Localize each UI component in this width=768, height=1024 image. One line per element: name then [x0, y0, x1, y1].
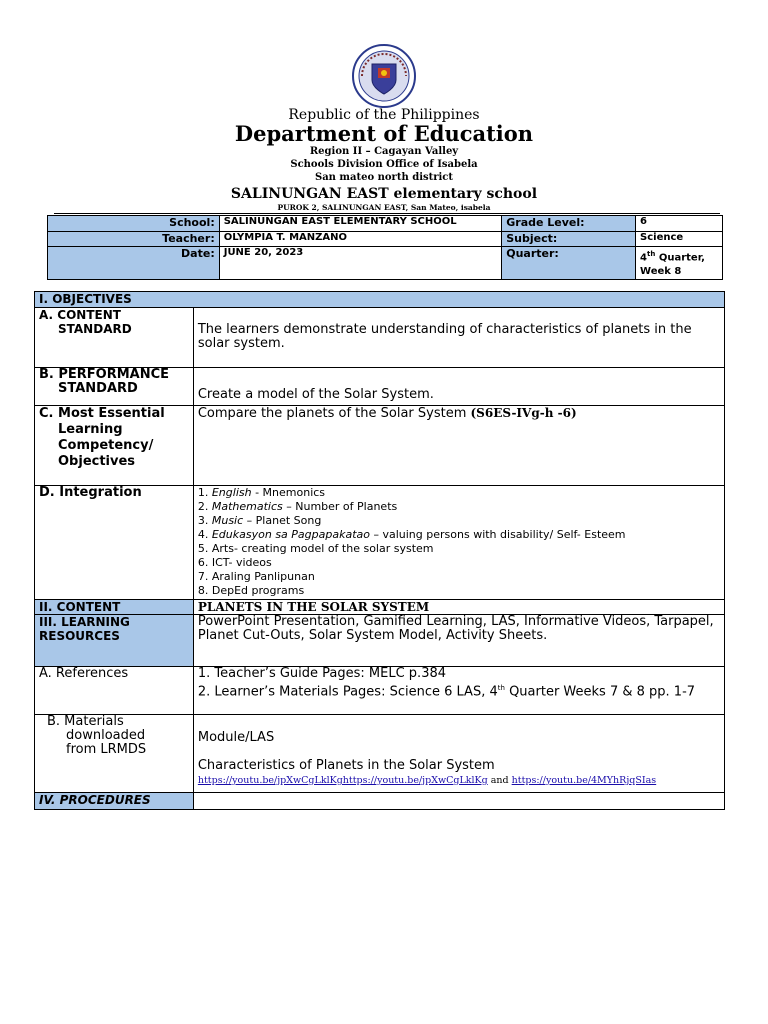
lesson-plan-table — [34, 291, 725, 810]
district-line: San mateo north district — [314, 172, 454, 183]
quarter-label: Quarter: — [502, 247, 636, 280]
header-divider — [54, 213, 720, 214]
department-title: Department of Education — [234, 121, 534, 146]
performance-standard-text: Create a model of the Solar System. — [193, 368, 724, 406]
grade-value: 6 — [636, 216, 723, 232]
integration-item: 6. ICT- videos — [197, 556, 272, 569]
video-link-1[interactable]: https://youtu.be/jpXwCgLklKghttps://youtu.be/jpXwCgLklKg — [197, 775, 488, 786]
integration-item: 4. Edukasyon sa Pagpapakatao – valuing persons with disability/ Self- Esteem — [197, 528, 626, 541]
objectives-heading: I. OBJECTIVES — [35, 292, 725, 308]
integration-item: 7. Araling Panlipunan — [197, 570, 315, 583]
school-value: SALINUNGAN EAST ELEMENTARY SCHOOL — [219, 216, 502, 232]
teacher-value: OLYMPIA T. MANZANO — [219, 232, 502, 247]
learning-resources-heading: III. LEARNING RESOURCES — [35, 615, 194, 667]
republic-line: Republic of the Philippines — [288, 107, 480, 123]
performance-standard-label: B. PERFORMANCE STANDARD — [35, 368, 194, 406]
integration-list — [193, 486, 724, 600]
date-label: Date: — [48, 247, 220, 280]
teacher-label: Teacher: — [48, 232, 220, 247]
video-link-2[interactable]: https://youtu.be/4MYhRjqSIas — [511, 775, 657, 786]
content-standard-text: The learners demonstrate understanding of characteristics of planets in the solar system. — [193, 308, 724, 368]
content-value: PLANETS IN THE SOLAR SYSTEM — [193, 600, 724, 615]
region-line: Region II – Cagayan Valley — [309, 146, 459, 157]
subject-label: Subject: — [502, 232, 636, 247]
melc-text: Compare the planets of the Solar System (S6ES-IVg-h -6) — [193, 406, 724, 486]
quarter-value: 4th Quarter, Week 8 — [636, 247, 723, 280]
integration-item: 5. Arts- creating model of the solar system — [197, 542, 434, 555]
content-standard-label: A. CONTENT STANDARD — [35, 308, 194, 368]
melc-label: C. Most Essential Learning Competency/ Objectives — [35, 406, 194, 486]
learning-resources-value: PowerPoint Presentation, Gamified Learning, LAS, Informative Videos, Tarpapel, Planet Cut-Outs, Solar System Model, Activity Sheets. — [193, 615, 724, 667]
integration-label: D. Integration — [35, 486, 194, 600]
integration-item: 1. English - Mnemonics — [197, 486, 326, 499]
procedures-heading: IV. PROCEDURES — [35, 793, 194, 810]
school-address: PUROK 2, SALINUNGAN EAST, San Mateo, isabela — [277, 203, 491, 212]
subject-value: Science — [636, 232, 723, 247]
integration-item: 8. DepEd programs — [197, 584, 305, 597]
content-heading: II. CONTENT — [35, 600, 194, 615]
references-value: 1. Teacher’s Guide Pages: MELC p.384 2. Learner’s Materials Pages: Science 6 LAS, 4th Quarter Weeks 7 & 8 pp. 1-7 — [193, 667, 724, 715]
references-label: A. References — [35, 667, 194, 715]
integration-item: 3. Music – Planet Song — [197, 514, 322, 527]
date-value: JUNE 20, 2023 — [219, 247, 502, 280]
division-line: Schools Division Office of Isabela — [290, 159, 478, 170]
procedures-value — [193, 793, 724, 810]
school-name: SALINUNGAN EAST elementary school — [230, 186, 538, 202]
grade-label: Grade Level: — [502, 216, 636, 232]
deped-seal-icon — [352, 44, 416, 108]
integration-item: 2. Mathematics – Number of Planets — [197, 500, 398, 513]
info-table — [47, 215, 723, 280]
school-label: School: — [48, 216, 220, 232]
materials-label: B. Materials downloaded from LRMDS — [35, 715, 194, 793]
materials-value: Module/LAS Characteristics of Planets in the Solar System https://youtu.be/jpXwCgLklKghttps://youtu.be/jpXwCgLklKg and https://youtu.be/4MYhRjqSIas — [193, 715, 724, 793]
